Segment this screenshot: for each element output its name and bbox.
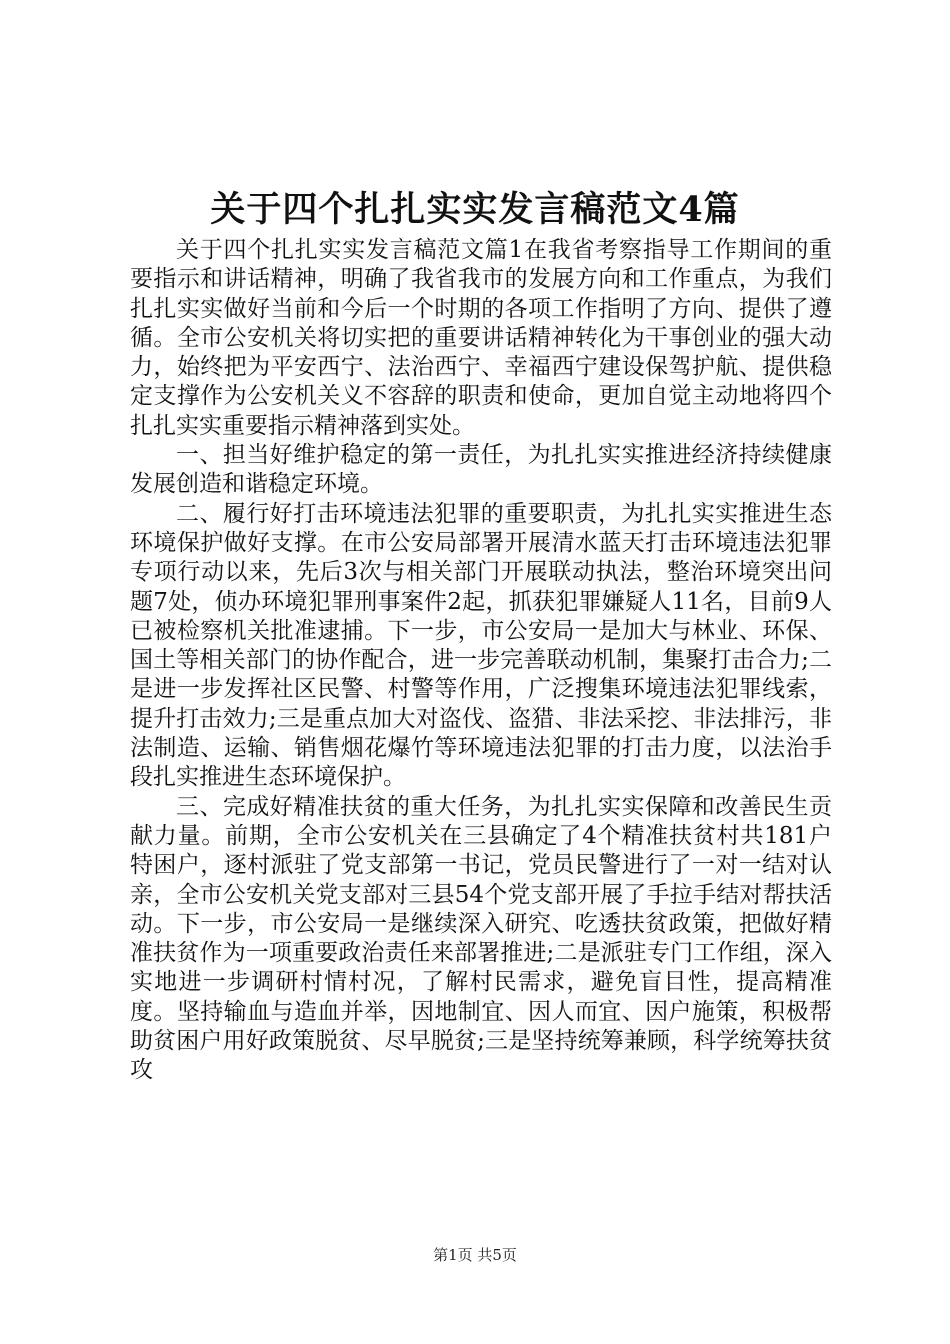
document-title: 关于四个扎扎实实发言稿范文4篇 — [210, 189, 740, 230]
document-body — [130, 236, 832, 1086]
page-footer: 第1页 共5页 — [433, 1246, 517, 1264]
paragraph: 一、担当好维护稳定的第一责任，为扎扎实实推进经济持续健康发展创造和谐稳定环境。 — [130, 442, 832, 498]
paragraph: 关于四个扎扎实实发言稿范文篇1在我省考察指导工作期间的重要指示和讲话精神，明确了我省我市的发展方向和工作重点，为我们扎扎实实做好当前和今后一个时期的各项工作指明了方向、提供了遵循。全市公安机关将切实把的重要讲话精神转化为干事创业的强大动力，始终把为平安西宁、法治西宁、幸福西宁建设保驾护航、提供稳定支撑作为公安机关义不容辞的职责和使命，更加自觉主动地将四个扎扎实实重要指示精神落到实处。 — [130, 237, 832, 439]
paragraph: 三、完成好精准扶贫的重大任务，为扎扎实实保障和改善民生贡献力量。前期，全市公安机关在三县确定了4个精准扶贫村共181户特困户，逐村派驻了党支部第一书记，党员民警进行了一对一结对认亲，全市公安机关党支部对三县54个党支部开展了手拉手结对帮扶活动。下一步，市公安局一是继续深入研究、吃透扶贫政策，把做好精准扶贫作为一项重要政治责任来部署推进;二是派驻专门工作组，深入实地进一步调研村情村况，了解村民需求，避免盲目性，提高精准度。坚持输血与造血并举，因地制宜、因人而宜、因户施策，积极帮助贫困户用好政策脱贫、尽早脱贫;三是坚持统筹兼顾，科学统筹扶贫攻 — [130, 793, 832, 1084]
paragraph: 二、履行好打击环境违法犯罪的重要职责，为扎扎实实推进生态环境保护做好支撑。在市公安局部署开展清水蓝天打击环境违法犯罪专项行动以来，先后3次与相关部门开展联动执法，整治环境突出问题7处，侦办环境犯罪刑事案件2起，抓获犯罪嫌疑人11名，目前9人已被检察机关批准逮捕。下一步，市公安局一是加大与林业、环保、国土等相关部门的协作配合，进一步完善联动机制，集聚打击合力;二是进一步发挥社区民警、村警等作用，广泛搜集环境违法犯罪线索，提升打击效力;三是重点加大对盗伐、盗猎、非法采挖、非法排污，非法制造、运输、销售烟花爆竹等环境违法犯罪的打击力度，以法治手段扎实推进生态环境保护。 — [130, 500, 832, 791]
